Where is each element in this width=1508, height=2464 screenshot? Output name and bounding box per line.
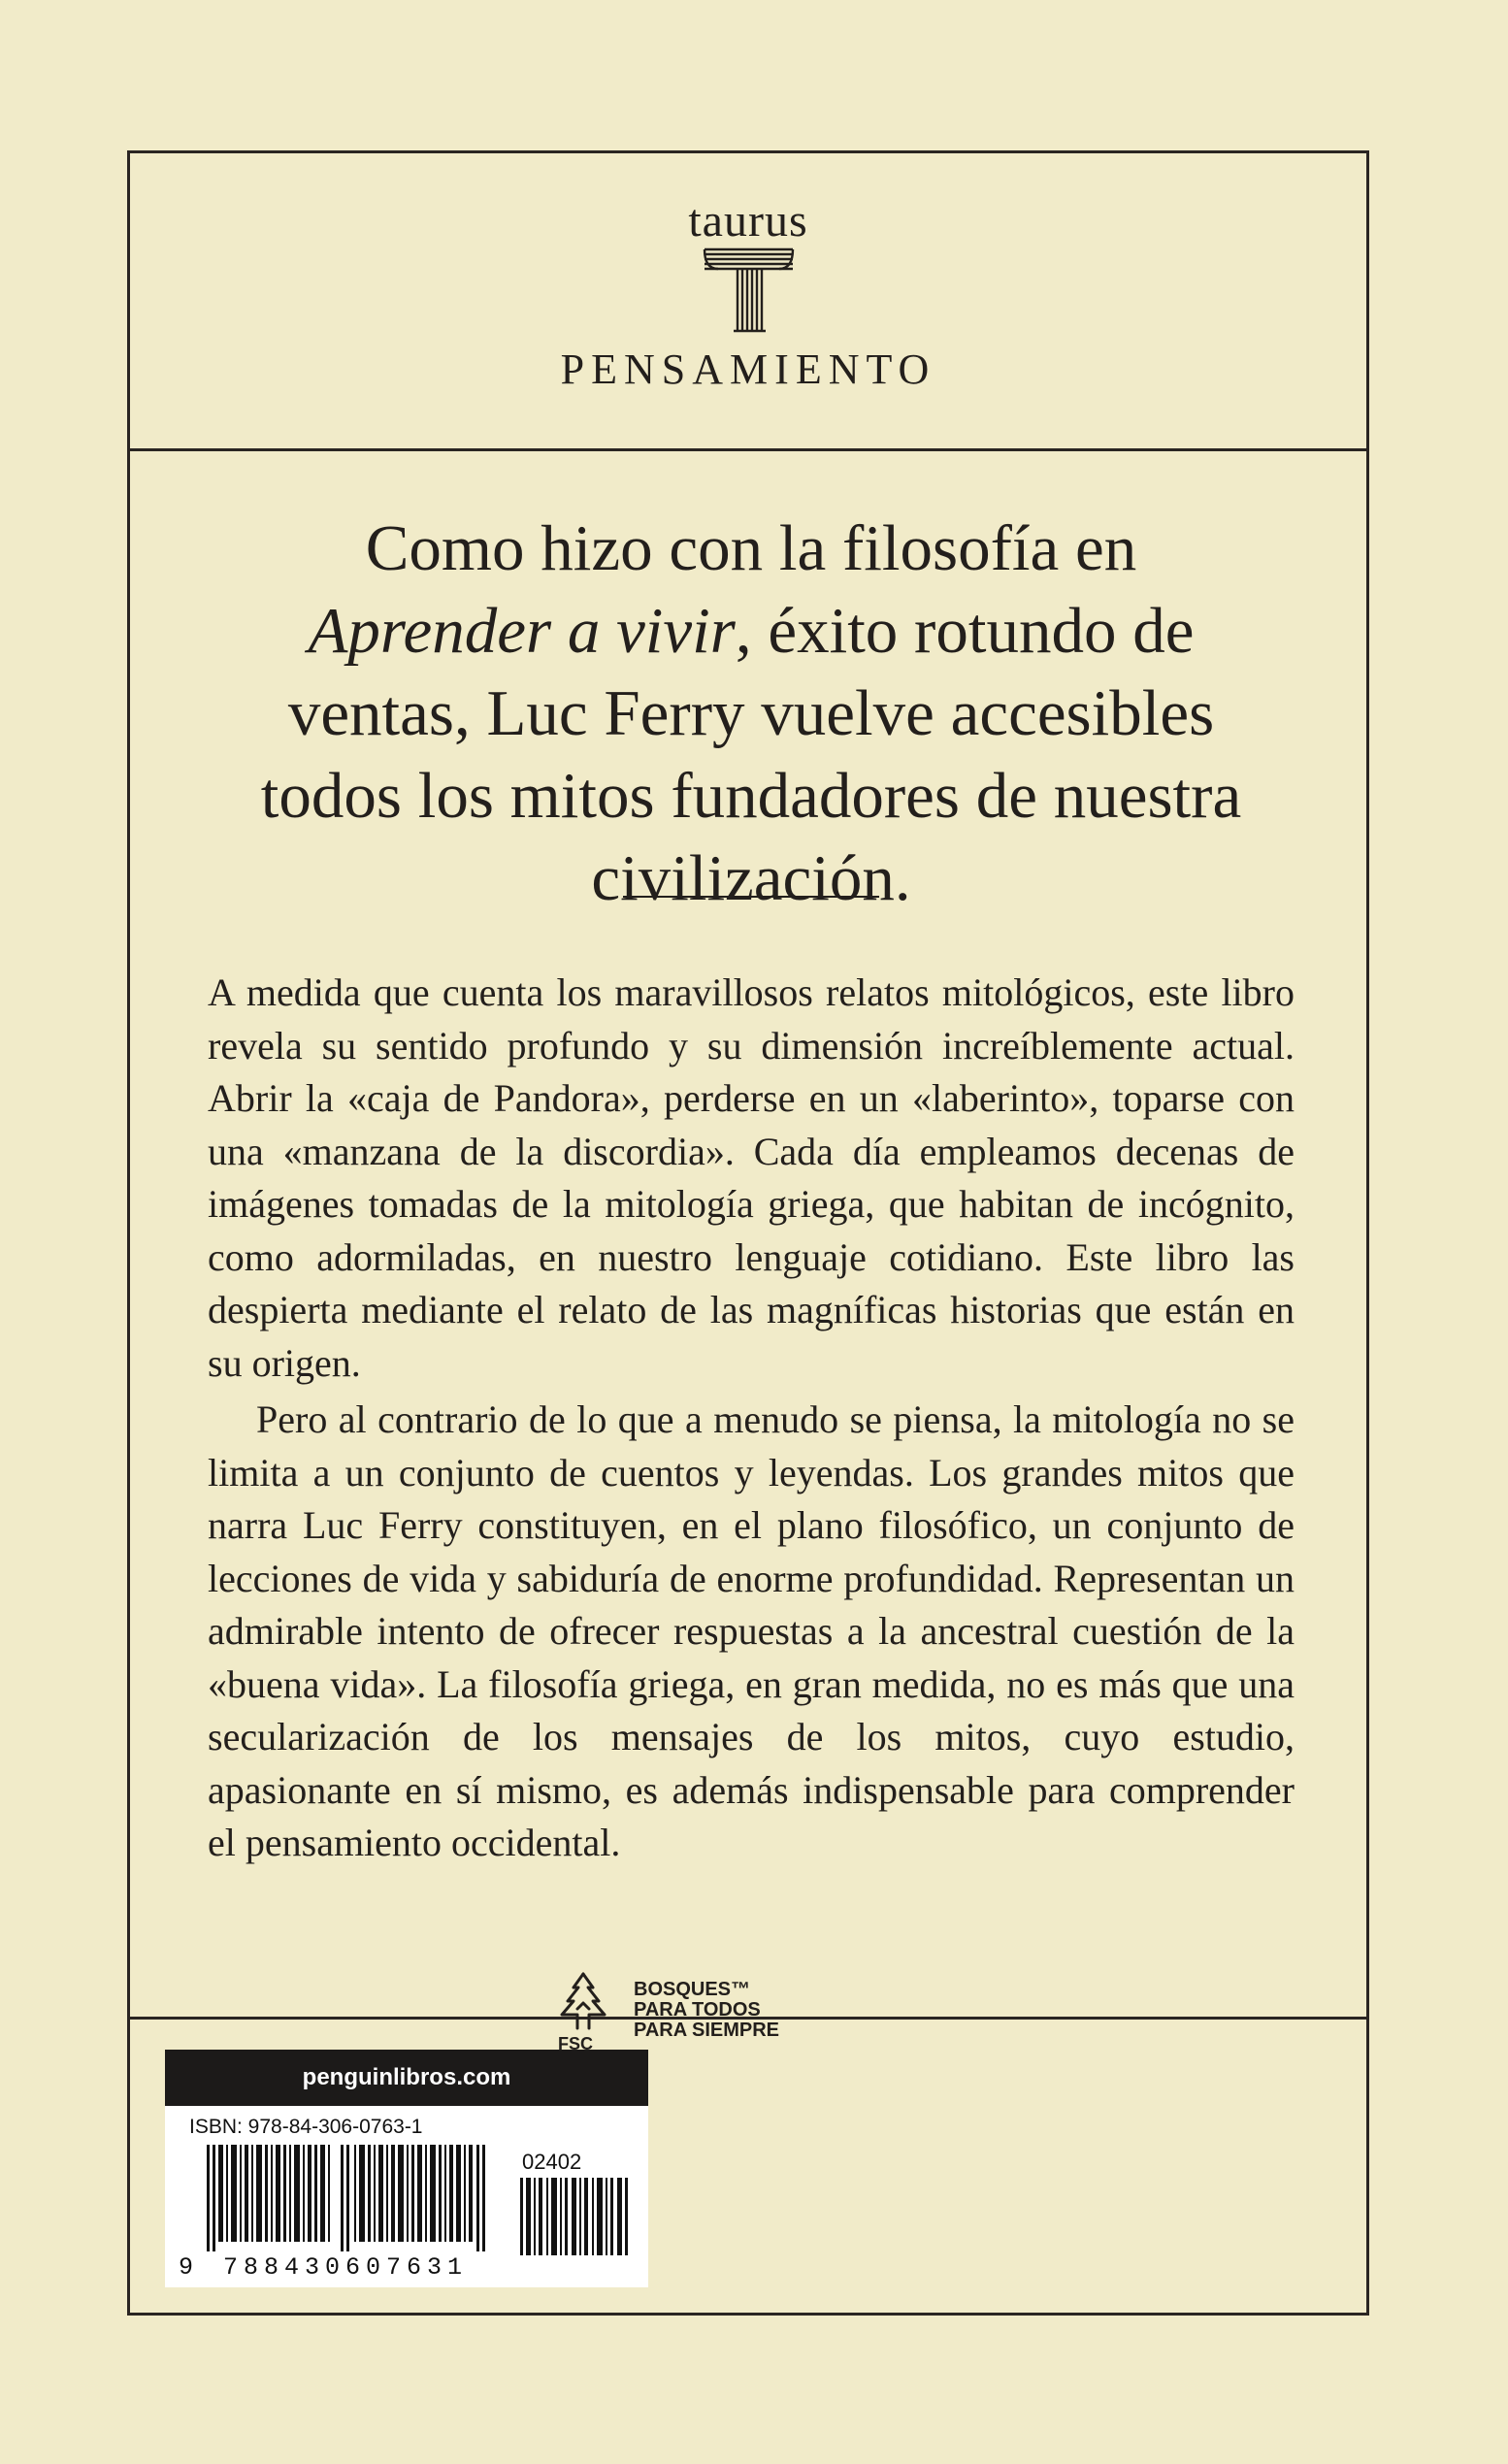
collection-name: PENSAMIENTO — [560, 345, 936, 393]
barcode-icon — [207, 2145, 493, 2251]
header-divider — [130, 448, 1366, 451]
barcode-digit-first: 9 — [179, 2253, 194, 2282]
fsc-tree-icon — [554, 1970, 612, 2032]
price-code: 02402 — [522, 2150, 582, 2174]
fsc-slogan-line3: PARA SIEMPRE — [634, 2020, 780, 2041]
lead-part1: Como hizo con la filosofía en — [365, 512, 1137, 584]
publisher-name: taurus — [688, 195, 808, 246]
fsc-slogan — [634, 1980, 828, 2041]
body-text — [208, 967, 1295, 1870]
barcode-box — [165, 2050, 648, 2287]
addon-barcode-icon — [520, 2178, 629, 2255]
lead-text — [237, 508, 1265, 920]
fsc-slogan-line2: PARA TODOS — [634, 1999, 761, 2020]
body-paragraph-2: Pero al contrario de lo que a menudo se piensa, la mitología no se limita a un conjunto de cuentos y leyendas. Los grandes mitos que narra Luc Ferry constituyen, en el plano filosófico, un conjunto de lecciones de vida y sabiduría de enorme profundidad. Representan un admirable intento de ofrecer respuestas a la ancestral cuestión de la «buena vida». La filosofía griega, en gran medida, no es más que una secularización de los mensajes de los mitos, cuyo estudio, apasionante en sí mismo, es además indispensable para comprender el pensamiento occidental. — [208, 1397, 1295, 1864]
lead-part2: , éxito rotundo de ventas, Luc Ferry vuelve accesibles todos los mitos fundadores de nuestra civilización. — [260, 595, 1242, 914]
fsc-slogan-line1: BOSQUES™ — [634, 1979, 751, 2000]
fsc-label: FSC — [558, 2034, 593, 2053]
body-paragraph-1: A medida que cuenta los maravillosos relatos mitológicos, este libro revela su sentido profundo y su dimensión increíblemente actual. Abrir la «caja de Pandora», perderse en un «laberinto», toparse con una «manzana de la discordia». Cada día empleamos decenas de imágenes tomadas de la mitología griega, que habitan de incógnito, como adormiladas, en nuestro lenguaje cotidiano. Este libro las despierta mediante el relato de las magníficas historias que están en su origen. — [208, 970, 1295, 1385]
website-label: penguinlibros.com — [165, 2050, 648, 2106]
isbn-number: ISBN: 978-84-306-0763-1 — [189, 2116, 423, 2138]
taurus-t-logo-icon — [703, 246, 795, 333]
barcode-digits: 788430607631 — [223, 2253, 469, 2282]
lead-rule — [623, 896, 879, 898]
lead-book-title: Aprender a vivir — [308, 595, 736, 667]
